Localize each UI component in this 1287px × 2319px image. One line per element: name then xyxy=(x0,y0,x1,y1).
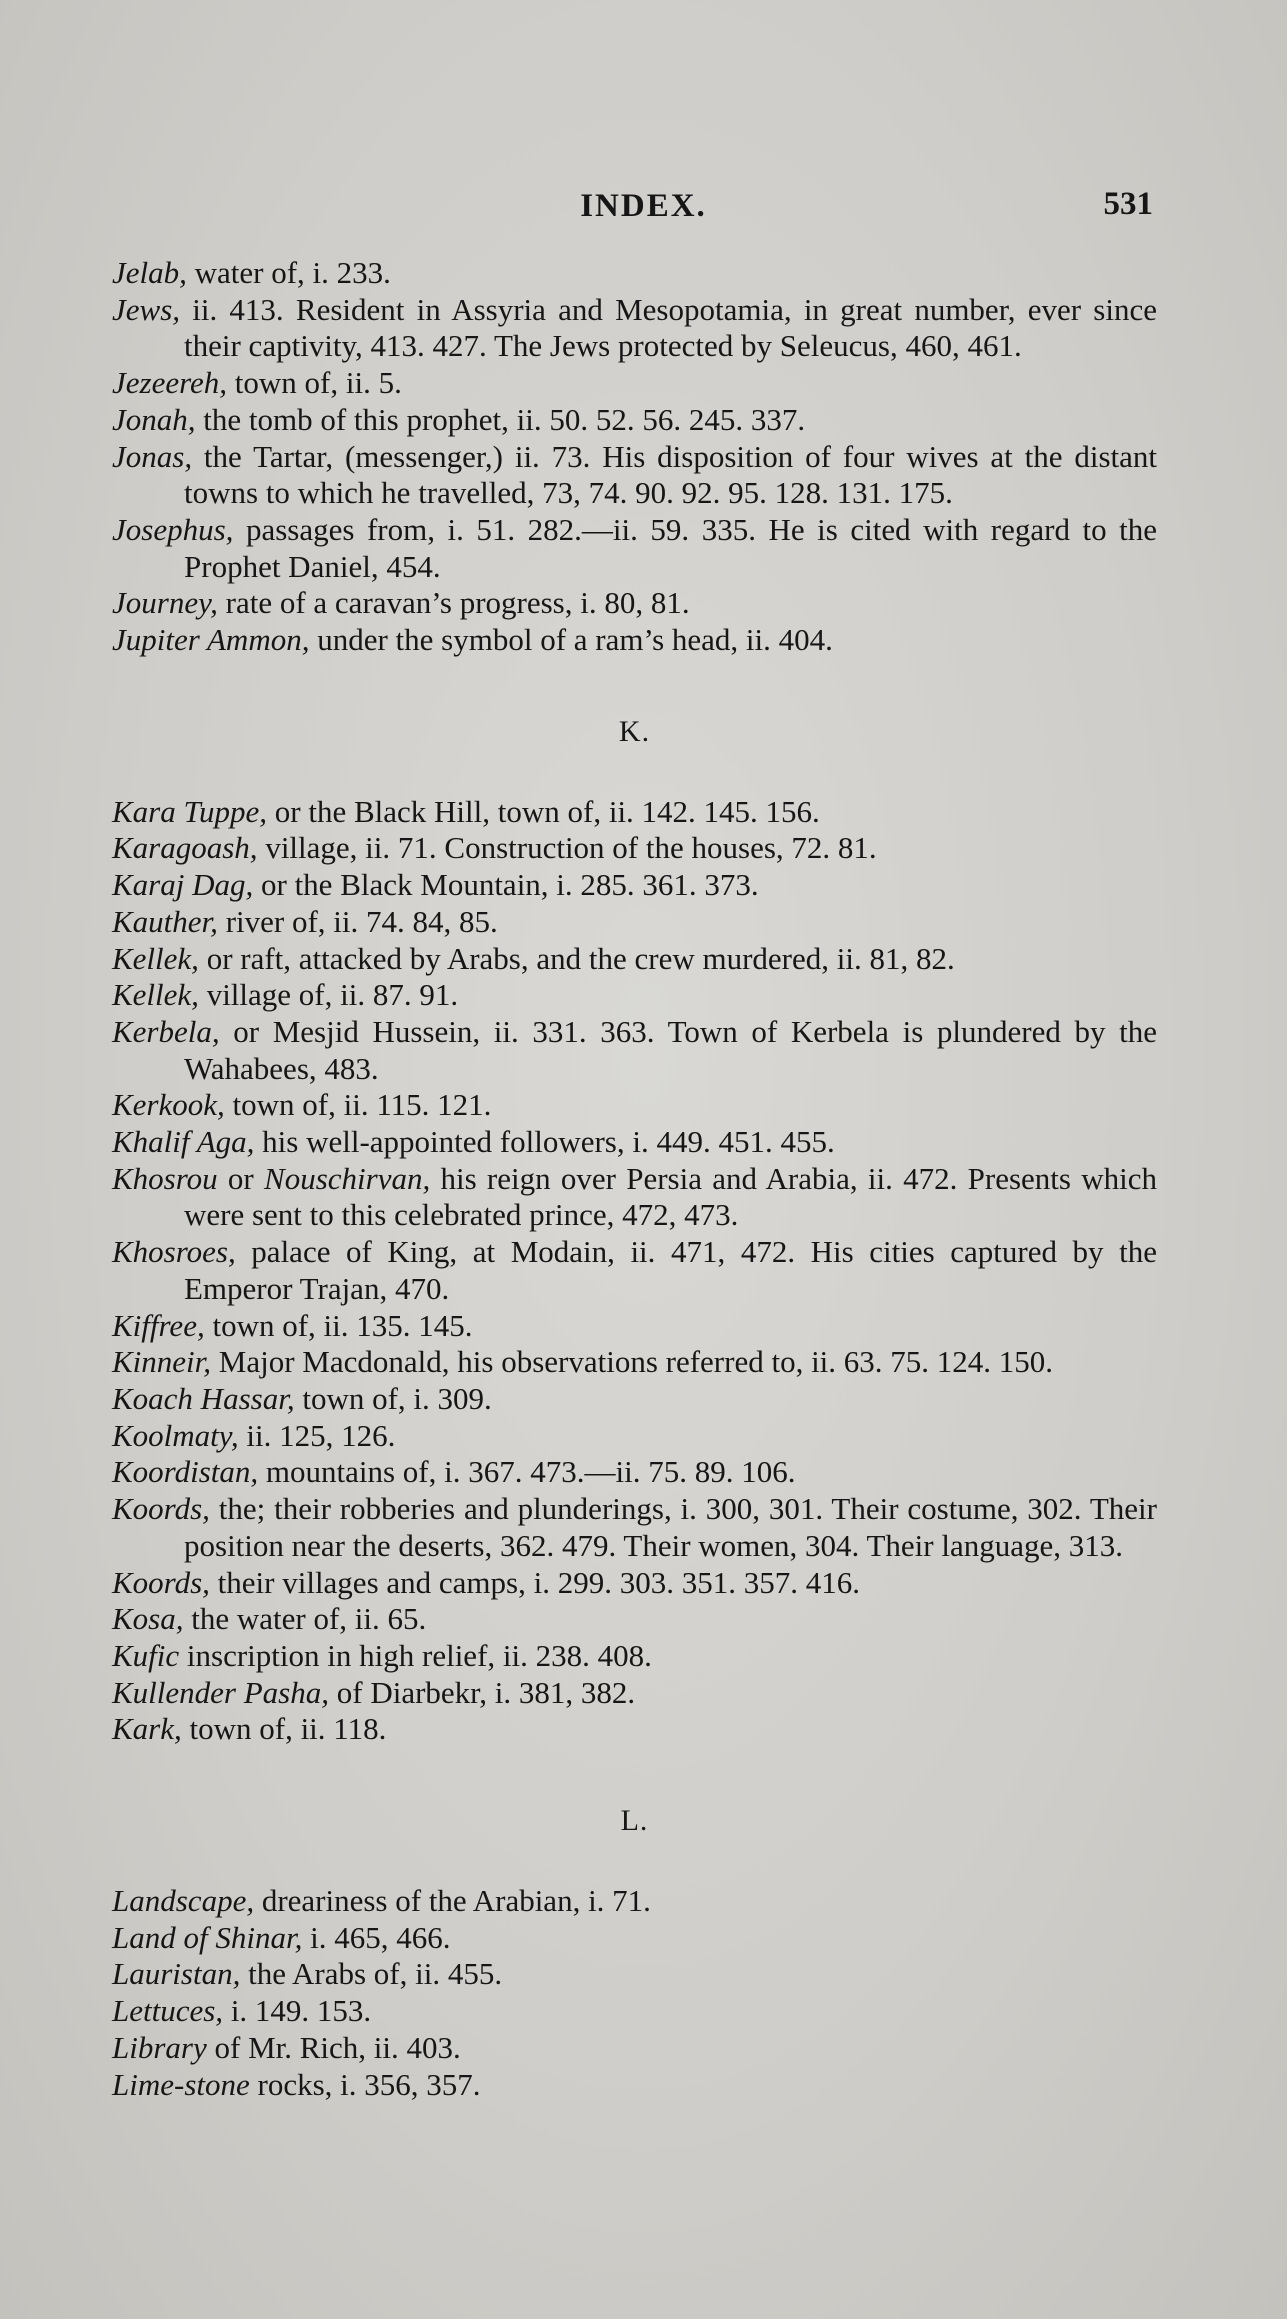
index-entry xyxy=(112,1308,1157,1345)
index-entry xyxy=(112,1344,1157,1381)
index-entry xyxy=(112,1638,1157,1675)
section-spacer xyxy=(112,1748,1157,1803)
index-entry xyxy=(112,292,1157,365)
index-entry xyxy=(112,1993,1157,2030)
index-entry xyxy=(112,1883,1157,1920)
entry-heading: Josephus, xyxy=(112,511,234,547)
entry-heading: Kara Tuppe, xyxy=(112,793,268,829)
entry-text: the; their robberies and plunderings, i. 300, 301. Their costume, 302. Their position near the deserts, 362. 479. Their women, 304. Their language, 313. xyxy=(184,1491,1157,1563)
index-entry xyxy=(112,2067,1157,2104)
entry-heading: Kauther, xyxy=(112,903,218,939)
section-spacer xyxy=(112,750,1157,794)
entry-text: passages from, i. 51. 282.—ii. 59. 335. He is cited with regard to the Prophet Daniel, 454. xyxy=(184,511,1157,584)
index-section xyxy=(112,659,1157,1748)
entry-text: rocks, i. 356, 357. xyxy=(249,2066,481,2102)
entry-heading: Kosa, xyxy=(112,1601,184,1637)
index-entry xyxy=(112,1418,1157,1455)
index-entry xyxy=(112,1087,1157,1124)
entry-heading: Lauristan, xyxy=(112,1956,241,1992)
page-number: 531 xyxy=(1103,186,1153,222)
entry-text: or Mesjid Hussein, ii. 331. 363. Town of Kerbela is plundered by the Wahabees, 483. xyxy=(184,1013,1157,1086)
index-entry xyxy=(112,1920,1157,1957)
entry-heading: Jews, xyxy=(112,291,181,327)
entry-text: the tomb of this prophet, ii. 50. 52. 56. 245. 337. xyxy=(195,401,806,437)
entry-text: village of, ii. 87. 91. xyxy=(198,977,459,1013)
entry-heading: Jonah, xyxy=(112,401,196,437)
entry-heading: Jezeereh, xyxy=(112,365,228,401)
index-entry xyxy=(112,1161,1157,1234)
section-spacer xyxy=(112,659,1157,714)
index-entry xyxy=(112,255,1157,292)
section-letter: L. xyxy=(620,1804,649,1838)
index-entry xyxy=(112,439,1157,512)
index-entry xyxy=(112,1234,1157,1307)
index-entry xyxy=(112,2030,1157,2067)
entry-heading: Koordistan, xyxy=(112,1454,259,1490)
entry-text: i. 465, 466. xyxy=(302,1919,451,1955)
entry-text: town of, ii. 118. xyxy=(181,1711,387,1747)
entry-text: town of, ii. 135. 145. xyxy=(204,1307,473,1343)
entry-heading: Jupiter Ammon, xyxy=(112,622,310,658)
entry-heading: Koach Hassar, xyxy=(112,1380,295,1416)
index-entry xyxy=(112,830,1157,867)
index-entry xyxy=(112,402,1157,439)
index-content xyxy=(112,255,1157,2103)
index-entry xyxy=(112,1711,1157,1748)
entry-heading: Kinneir, xyxy=(112,1344,212,1380)
entry-heading: Lettuces, xyxy=(112,1993,224,2029)
entry-text: town of, ii. 5. xyxy=(227,365,402,401)
entry-heading: Koords, xyxy=(112,1491,210,1527)
entry-heading: Kiffree, xyxy=(112,1307,205,1343)
entry-heading: Kerkook, xyxy=(112,1087,225,1123)
entry-heading: Karagoash, xyxy=(112,830,258,866)
entry-heading: Kark, xyxy=(112,1711,182,1747)
entry-text: village, ii. 71. Construction of the houses, 72. 81. xyxy=(257,830,877,866)
index-entry xyxy=(112,1454,1157,1491)
index-entry xyxy=(112,1491,1157,1564)
entry-heading: Khosroes, xyxy=(112,1234,236,1270)
index-section xyxy=(112,1748,1157,2103)
entry-heading: Khosrou xyxy=(112,1160,218,1196)
entry-heading: Kullender Pasha, xyxy=(112,1674,329,1710)
entry-text: the Arabs of, ii. 455. xyxy=(240,1956,503,1992)
index-entry xyxy=(112,1601,1157,1638)
entry-heading: Lime-stone xyxy=(112,2066,250,2102)
entry-text: or the Black Hill, town of, ii. 142. 145. 156. xyxy=(267,793,820,829)
entry-text: inscription in high relief, ii. 238. 408. xyxy=(179,1637,652,1673)
entry-heading: Jelab, xyxy=(112,255,187,290)
running-header xyxy=(0,188,1287,238)
entry-text: or raft, attacked by Arabs, and the crew murdered, ii. 81, 82. xyxy=(198,940,955,976)
entry-text: ii. 413. Resident in Assyria and Mesopotamia, in great number, ever since their captivity, 413. 427. The Jews protected by Seleucus, 460, 461. xyxy=(180,291,1157,364)
index-entry xyxy=(112,1675,1157,1712)
entry-heading: Kufic xyxy=(112,1637,180,1673)
entry-text: the water of, ii. 65. xyxy=(183,1601,427,1637)
index-entry xyxy=(112,941,1157,978)
entry-text: his well-appointed followers, i. 449. 451. 455. xyxy=(254,1124,835,1160)
entry-heading: Jonas, xyxy=(112,438,193,474)
index-entry xyxy=(112,794,1157,831)
index-entry xyxy=(112,585,1157,622)
entry-heading: Kellek, xyxy=(112,940,199,976)
entry-heading: Kellek, xyxy=(112,977,199,1013)
entry-text: or xyxy=(217,1160,265,1196)
entry-text: rate of a caravan’s progress, i. 80, 81. xyxy=(217,585,690,621)
entry-text: mountains of, i. 367. 473.—ii. 75. 89. 106. xyxy=(258,1454,796,1490)
index-entry xyxy=(112,512,1157,585)
entry-heading: Koords, xyxy=(112,1564,210,1600)
entry-text: town of, i. 309. xyxy=(294,1380,492,1416)
entry-heading: Koolmaty, xyxy=(112,1417,239,1453)
entry-text: ii. 125, 126. xyxy=(238,1417,396,1453)
entry-heading: Karaj Dag, xyxy=(112,867,254,903)
entry-heading: Landscape, xyxy=(112,1883,255,1919)
entry-text: dreariness of the Arabian, i. 71. xyxy=(254,1883,651,1919)
index-section xyxy=(112,255,1157,659)
index-entry xyxy=(112,365,1157,402)
index-entry xyxy=(112,622,1157,659)
entry-text: of Diarbekr, i. 381, 382. xyxy=(329,1674,636,1710)
entry-heading: Kerbela, xyxy=(112,1013,220,1049)
entry-text: water of, i. 233. xyxy=(186,255,391,290)
section-letter: K. xyxy=(618,714,651,748)
entry-heading: Journey, xyxy=(112,585,218,621)
index-entry xyxy=(112,1124,1157,1161)
page-title: INDEX. xyxy=(580,188,707,224)
index-entry xyxy=(112,1381,1157,1418)
entry-heading-alt: Nouschirvan, xyxy=(264,1160,431,1196)
entry-text: Major Macdonald, his observations referred to, ii. 63. 75. 124. 150. xyxy=(211,1344,1054,1380)
entry-text: or the Black Mountain, i. 285. 361. 373. xyxy=(253,867,759,903)
entry-heading: Khalif Aga, xyxy=(112,1124,255,1160)
entry-text: of Mr. Rich, ii. 403. xyxy=(206,2029,461,2065)
entry-heading: Library xyxy=(112,2029,207,2065)
index-entry xyxy=(112,1956,1157,1993)
section-spacer xyxy=(112,1839,1157,1883)
index-entry xyxy=(112,977,1157,1014)
index-entry xyxy=(112,904,1157,941)
entry-text: under the symbol of a ram’s head, ii. 404. xyxy=(309,622,833,658)
entry-text: town of, ii. 115. 121. xyxy=(224,1087,492,1123)
index-entry xyxy=(112,1565,1157,1602)
entry-text: river of, ii. 74. 84, 85. xyxy=(217,903,498,939)
entry-text: the Tartar, (messenger,) ii. 73. His disposition of four wives at the distant towns to which he travelled, 73, 74. 90. 92. 95. 128. 131. 175. xyxy=(184,438,1157,511)
entry-text: his reign over Persia and Arabia, ii. 472. Presents which were sent to this celebrated prince, 472, 473. xyxy=(184,1160,1157,1233)
index-entry xyxy=(112,1014,1157,1087)
entry-text: palace of King, at Modain, ii. 471, 472. His cities captured by the Emperor Trajan, 470. xyxy=(184,1234,1157,1306)
entry-heading: Land of Shinar, xyxy=(112,1919,303,1955)
entry-text: their villages and camps, i. 299. 303. 351. 357. 416. xyxy=(209,1564,860,1600)
entry-text: i. 149. 153. xyxy=(223,1993,372,2029)
index-entry xyxy=(112,867,1157,904)
